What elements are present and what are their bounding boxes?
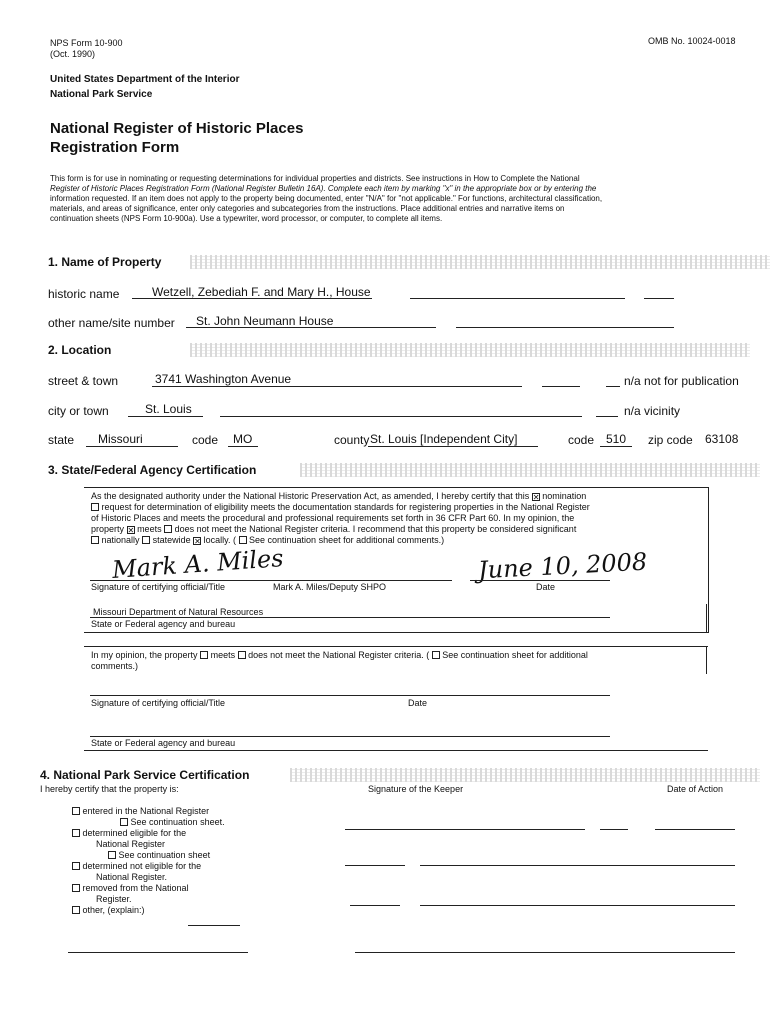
street-label: street & town — [48, 374, 119, 388]
agency-value[interactable]: Missouri Department of Natural Resources — [93, 607, 264, 617]
continuation-checkbox[interactable] — [239, 536, 247, 544]
scan-noise — [300, 463, 760, 477]
instructions — [50, 174, 750, 224]
removed-checkbox[interactable] — [72, 884, 80, 892]
section-2-heading: 2. Location — [48, 343, 112, 357]
other-name-value[interactable]: St. John Neumann House — [196, 314, 334, 328]
nps-options: entered in the National Register See continuation sheet. determined eligible for the National Register See continuation sheet determined not eligible for the National Register. removed from the National Register. other, (explain:) — [72, 806, 272, 916]
form-number: NPS Form 10-900 — [50, 38, 123, 48]
signature-label: Signature of certifying official/Title — [91, 582, 226, 592]
section-3-heading: 3. State/Federal Agency Certification — [48, 463, 257, 477]
page-subtitle: Registration Form — [50, 139, 180, 156]
eligible-checkbox[interactable] — [72, 829, 80, 837]
state-code-label: code — [192, 433, 219, 447]
state-label: state — [48, 433, 75, 447]
date2-label: Date — [408, 698, 428, 708]
county-code-label: code — [568, 433, 595, 447]
zip-value[interactable]: 63108 — [705, 432, 739, 446]
action-label: Date of Action — [667, 784, 724, 794]
certification-text: As the designated authority under the National Historic Preservation Act, as amended, I hereby certify that this ✕ nomination request for determination of eligibility meets the documentation standards for registering properties in the National Register of Historic Places and meets the procedural and professional requirements set forth in 36 CFR Part 60. In my opinion, the property ✕ meets does not meet the National Register criteria. I recommend that this property be considered significant nationally statewide ✕ locally. ( See continuation sheet for additional comments.) — [91, 491, 590, 546]
agency2-label: State or Federal agency and bureau — [91, 738, 236, 748]
other-checkbox[interactable] — [72, 906, 80, 914]
entered-checkbox[interactable] — [72, 807, 80, 815]
agency-label: State or Federal agency and bureau — [91, 619, 236, 629]
signature2-label: Signature of certifying official/Title — [91, 698, 226, 708]
historic-name-value[interactable]: Wetzell, Zebediah F. and Mary H., House — [152, 285, 371, 299]
keeper-label: Signature of the Keeper — [368, 784, 464, 794]
form-date: (Oct. 1990) — [50, 49, 96, 59]
city-label: city or town — [48, 404, 109, 418]
department: United States Department of the Interior — [50, 74, 240, 85]
county-value[interactable]: St. Louis [Independent City] — [370, 432, 518, 446]
not-eligible-checkbox[interactable] — [72, 862, 80, 870]
scan-noise — [190, 255, 770, 269]
county-label: county — [334, 433, 370, 447]
date-label: Date — [536, 582, 556, 592]
certify-text: I hereby certify that the property is: — [40, 784, 179, 794]
page-title: National Register of Historic Places — [50, 120, 304, 137]
opinion-text: In my opinion, the property meets does not meet the National Register criteria. ( See continuation sheet for additional comments.) — [91, 650, 588, 671]
eligible-continuation-checkbox[interactable] — [108, 851, 116, 859]
box-edge — [706, 604, 707, 632]
box-edge — [706, 646, 707, 674]
opinion-continuation-checkbox[interactable] — [432, 651, 440, 659]
vicinity: n/a vicinity — [624, 404, 681, 418]
nationally-checkbox[interactable] — [91, 536, 99, 544]
other-name-label: other name/site number — [48, 316, 175, 330]
scan-noise — [190, 343, 750, 357]
section-1-heading: 1. Name of Property — [48, 255, 162, 269]
historic-name-label: historic name — [48, 287, 120, 301]
meets-checkbox[interactable]: ✕ — [127, 526, 135, 535]
county-code-value[interactable]: 510 — [606, 432, 627, 446]
state-code-value[interactable]: MO — [233, 432, 253, 446]
entered-continuation-checkbox[interactable] — [120, 818, 128, 826]
nomination-checkbox[interactable]: ✕ — [532, 493, 540, 502]
section-4-heading: 4. National Park Service Certification — [40, 768, 250, 782]
scan-noise — [290, 768, 760, 782]
street-value[interactable]: 3741 Washington Avenue — [155, 372, 292, 386]
instruction-line: Register of Historic Places Registration Form (National Register Bulletin 16A). Complete each item by marking "x" in the appropriate box or by entering the — [50, 184, 597, 193]
signature-name: Mark A. Miles/Deputy SHPO — [273, 582, 387, 592]
omb-number: OMB No. 10024-0018 — [648, 36, 736, 46]
zip-label: zip code — [648, 433, 693, 447]
service: National Park Service — [50, 89, 153, 100]
handwritten-date: June 10, 2008 — [477, 547, 648, 585]
instruction-line: information requested. If an item does not apply to the property being documented, enter "N/A" for "not applicable." For functions, architectural classification, — [50, 194, 603, 203]
request-checkbox[interactable] — [91, 503, 99, 511]
instruction-line: materials, and areas of significance, enter only categories and subcategories from the instructions. Place additional entries and narrative items on — [50, 204, 565, 213]
statewide-checkbox[interactable] — [142, 536, 150, 544]
instruction-line: This form is for use in nominating or requesting determinations for individual properties and districts. See instructions in How to Complete the National — [50, 174, 580, 183]
state-value[interactable]: Missouri — [98, 432, 143, 446]
opinion-meets-checkbox[interactable] — [200, 651, 208, 659]
handwritten-signature: Mark A. Miles — [111, 544, 285, 584]
locally-checkbox[interactable]: ✕ — [194, 537, 201, 546]
does-not-meet-checkbox[interactable] — [164, 525, 172, 533]
not-for-publication: n/a not for publication — [624, 374, 739, 388]
instruction-line: continuation sheets (NPS Form 10-900a). Use a typewriter, word processor, or computer, to complete all items. — [50, 214, 443, 223]
city-value[interactable]: St. Louis — [145, 402, 192, 416]
opinion-not-meet-checkbox[interactable] — [238, 651, 246, 659]
